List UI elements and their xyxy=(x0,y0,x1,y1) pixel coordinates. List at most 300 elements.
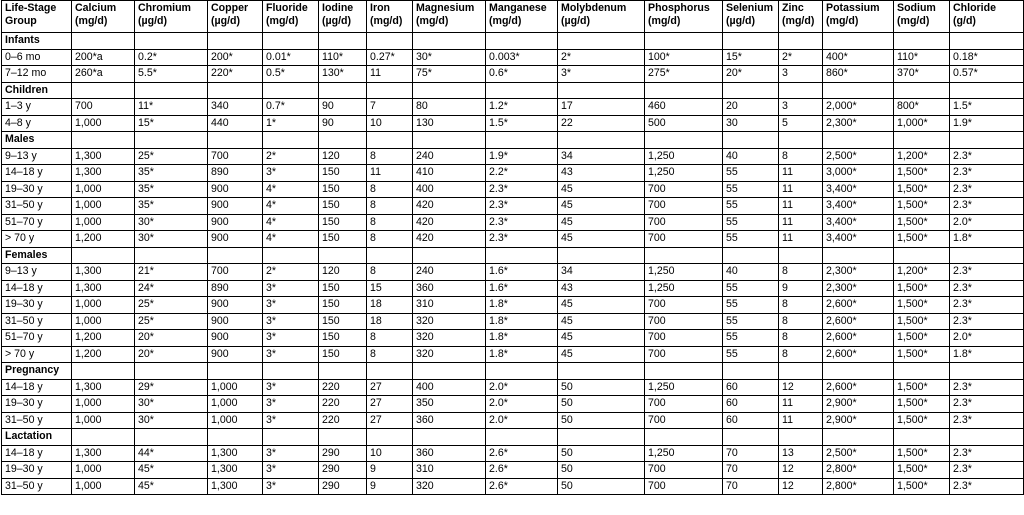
group-label: Females xyxy=(2,247,72,264)
value-cell: 1.8* xyxy=(486,313,558,330)
value-cell: 1,500* xyxy=(894,379,950,396)
value-cell: 460 xyxy=(645,99,723,116)
value-cell: 220 xyxy=(319,412,367,429)
value-cell: 1.6* xyxy=(486,264,558,281)
value-cell: 43 xyxy=(558,280,645,297)
value-cell: 55 xyxy=(723,346,779,363)
value-cell: 1,300 xyxy=(208,478,263,495)
table-row xyxy=(2,330,1024,347)
value-cell: 50 xyxy=(558,445,645,462)
life-stage-cell: 19–30 y xyxy=(2,462,72,479)
value-cell: 700 xyxy=(645,346,723,363)
empty-cell xyxy=(723,247,779,264)
empty-cell xyxy=(486,132,558,149)
column-header-line: (mg/d) xyxy=(826,15,859,27)
table-row xyxy=(2,297,1024,314)
value-cell: 500 xyxy=(645,115,723,132)
empty-cell xyxy=(413,33,486,50)
value-cell: 1,000 xyxy=(208,396,263,413)
empty-cell xyxy=(558,82,645,99)
value-cell: 900 xyxy=(208,214,263,231)
value-cell: 2.3* xyxy=(950,396,1024,413)
empty-cell xyxy=(263,132,319,149)
column-header-line: (mg/d) xyxy=(782,15,815,27)
empty-cell xyxy=(823,82,894,99)
value-cell: 55 xyxy=(723,297,779,314)
value-cell: 75* xyxy=(413,66,486,83)
value-cell: 8 xyxy=(779,148,823,165)
value-cell: 700 xyxy=(645,313,723,330)
value-cell: 70 xyxy=(723,478,779,495)
value-cell: 11* xyxy=(135,99,208,116)
empty-cell xyxy=(208,132,263,149)
value-cell: 1,500* xyxy=(894,214,950,231)
value-cell: 1,000 xyxy=(72,297,135,314)
column-header-line: Potassium xyxy=(826,2,880,14)
empty-cell xyxy=(413,429,486,446)
value-cell: 34 xyxy=(558,264,645,281)
value-cell: 1,250 xyxy=(645,379,723,396)
empty-cell xyxy=(208,429,263,446)
value-cell: 8 xyxy=(367,264,413,281)
value-cell: 8 xyxy=(367,148,413,165)
life-stage-cell: 1–3 y xyxy=(2,99,72,116)
value-cell: 2,800* xyxy=(823,462,894,479)
value-cell: 1,500* xyxy=(894,313,950,330)
value-cell: 310 xyxy=(413,462,486,479)
value-cell: 27 xyxy=(367,396,413,413)
column-header xyxy=(486,1,558,33)
value-cell: 1,300 xyxy=(72,445,135,462)
value-cell: 3* xyxy=(263,165,319,182)
value-cell: 2.3* xyxy=(950,264,1024,281)
value-cell: 700 xyxy=(72,99,135,116)
life-stage-cell: 19–30 y xyxy=(2,396,72,413)
empty-cell xyxy=(723,33,779,50)
empty-cell xyxy=(319,33,367,50)
value-cell: 55 xyxy=(723,330,779,347)
value-cell: 3* xyxy=(558,66,645,83)
value-cell: 1,000 xyxy=(72,313,135,330)
value-cell: 12 xyxy=(779,478,823,495)
empty-cell xyxy=(135,363,208,380)
value-cell: 45 xyxy=(558,313,645,330)
value-cell: 3,400* xyxy=(823,214,894,231)
value-cell: 2.6* xyxy=(486,462,558,479)
value-cell: 240 xyxy=(413,264,486,281)
value-cell: 2.3* xyxy=(950,297,1024,314)
value-cell: 1,000 xyxy=(72,412,135,429)
empty-cell xyxy=(208,363,263,380)
column-header xyxy=(645,1,723,33)
value-cell: 21* xyxy=(135,264,208,281)
value-cell: 2.3* xyxy=(950,313,1024,330)
value-cell: 2.0* xyxy=(486,379,558,396)
empty-cell xyxy=(367,33,413,50)
value-cell: 8 xyxy=(779,297,823,314)
value-cell: 1,500* xyxy=(894,198,950,215)
table-row xyxy=(2,313,1024,330)
value-cell: 1.8* xyxy=(950,231,1024,248)
value-cell: 2* xyxy=(263,148,319,165)
value-cell: 370* xyxy=(894,66,950,83)
empty-cell xyxy=(367,429,413,446)
empty-cell xyxy=(823,132,894,149)
empty-cell xyxy=(950,247,1024,264)
value-cell: 34 xyxy=(558,148,645,165)
value-cell: 55 xyxy=(723,231,779,248)
value-cell: 410 xyxy=(413,165,486,182)
column-header xyxy=(72,1,135,33)
value-cell: 2,600* xyxy=(823,330,894,347)
value-cell: 2,000* xyxy=(823,99,894,116)
value-cell: 100* xyxy=(645,49,723,66)
value-cell: 220 xyxy=(319,379,367,396)
value-cell: 55 xyxy=(723,165,779,182)
value-cell: 8 xyxy=(367,231,413,248)
value-cell: 3,400* xyxy=(823,231,894,248)
value-cell: 260*a xyxy=(72,66,135,83)
empty-cell xyxy=(72,429,135,446)
value-cell: 11 xyxy=(367,66,413,83)
empty-cell xyxy=(894,33,950,50)
value-cell: 320 xyxy=(413,478,486,495)
value-cell: 12 xyxy=(779,462,823,479)
empty-cell xyxy=(72,33,135,50)
value-cell: 8 xyxy=(367,330,413,347)
value-cell: 12 xyxy=(779,379,823,396)
empty-cell xyxy=(263,33,319,50)
table-row xyxy=(2,396,1024,413)
value-cell: 4* xyxy=(263,198,319,215)
value-cell: 2,500* xyxy=(823,445,894,462)
empty-cell xyxy=(135,429,208,446)
value-cell: 200* xyxy=(208,49,263,66)
value-cell: 400 xyxy=(413,379,486,396)
value-cell: 0.003* xyxy=(486,49,558,66)
column-header-line: Magnesium xyxy=(416,2,475,14)
value-cell: 1,250 xyxy=(645,148,723,165)
value-cell: 30* xyxy=(135,412,208,429)
life-stage-cell: 31–50 y xyxy=(2,198,72,215)
value-cell: 11 xyxy=(779,181,823,198)
table-row xyxy=(2,198,1024,215)
value-cell: 1,500* xyxy=(894,445,950,462)
value-cell: 700 xyxy=(208,148,263,165)
value-cell: 2,900* xyxy=(823,396,894,413)
value-cell: 1,000 xyxy=(72,181,135,198)
value-cell: 700 xyxy=(645,396,723,413)
column-header xyxy=(208,1,263,33)
empty-cell xyxy=(723,363,779,380)
value-cell: 1,000 xyxy=(208,412,263,429)
value-cell: 70 xyxy=(723,445,779,462)
value-cell: 55 xyxy=(723,313,779,330)
value-cell: 40 xyxy=(723,148,779,165)
value-cell: 29* xyxy=(135,379,208,396)
value-cell: 2.0* xyxy=(950,214,1024,231)
empty-cell xyxy=(319,429,367,446)
column-header xyxy=(723,1,779,33)
value-cell: 55 xyxy=(723,280,779,297)
value-cell: 700 xyxy=(645,412,723,429)
empty-cell xyxy=(367,363,413,380)
value-cell: 8 xyxy=(367,346,413,363)
life-stage-cell: 0–6 mo xyxy=(2,49,72,66)
value-cell: 27 xyxy=(367,379,413,396)
empty-cell xyxy=(558,363,645,380)
table-row xyxy=(2,99,1024,116)
value-cell: 1,300 xyxy=(72,379,135,396)
group-label: Males xyxy=(2,132,72,149)
table-row xyxy=(2,445,1024,462)
empty-cell xyxy=(208,33,263,50)
life-stage-cell: 4–8 y xyxy=(2,115,72,132)
value-cell: 55 xyxy=(723,181,779,198)
value-cell: 45 xyxy=(558,181,645,198)
empty-cell xyxy=(645,429,723,446)
value-cell: 17 xyxy=(558,99,645,116)
value-cell: 1,500* xyxy=(894,412,950,429)
value-cell: 275* xyxy=(645,66,723,83)
value-cell: 3* xyxy=(263,313,319,330)
table-row xyxy=(2,264,1024,281)
value-cell: 860* xyxy=(823,66,894,83)
value-cell: 900 xyxy=(208,231,263,248)
value-cell: 2.3* xyxy=(486,198,558,215)
value-cell: 0.7* xyxy=(263,99,319,116)
empty-cell xyxy=(823,363,894,380)
value-cell: 1,000 xyxy=(72,214,135,231)
value-cell: 700 xyxy=(645,231,723,248)
column-header-line: (mg/d) xyxy=(897,15,930,27)
value-cell: 11 xyxy=(779,412,823,429)
value-cell: 1.5* xyxy=(950,99,1024,116)
value-cell: 0.57* xyxy=(950,66,1024,83)
empty-cell xyxy=(558,429,645,446)
value-cell: 2.3* xyxy=(950,165,1024,182)
value-cell: 150 xyxy=(319,165,367,182)
empty-cell xyxy=(72,247,135,264)
value-cell: 1.6* xyxy=(486,280,558,297)
value-cell: 1,000 xyxy=(72,462,135,479)
value-cell: 900 xyxy=(208,313,263,330)
value-cell: 2.2* xyxy=(486,165,558,182)
column-header-line: Chromium xyxy=(138,2,191,14)
value-cell: 2.3* xyxy=(950,445,1024,462)
life-stage-cell: 31–50 y xyxy=(2,313,72,330)
value-cell: 2,600* xyxy=(823,297,894,314)
group-row xyxy=(2,132,1024,149)
empty-cell xyxy=(779,429,823,446)
value-cell: 420 xyxy=(413,214,486,231)
value-cell: 150 xyxy=(319,280,367,297)
empty-cell xyxy=(558,33,645,50)
value-cell: 11 xyxy=(779,396,823,413)
empty-cell xyxy=(558,247,645,264)
value-cell: 45* xyxy=(135,478,208,495)
column-header-line: Molybdenum xyxy=(561,2,627,14)
value-cell: 1,300 xyxy=(208,445,263,462)
value-cell: 30* xyxy=(135,214,208,231)
column-header xyxy=(367,1,413,33)
value-cell: 420 xyxy=(413,198,486,215)
value-cell: 150 xyxy=(319,346,367,363)
value-cell: 10 xyxy=(367,445,413,462)
value-cell: 1,300 xyxy=(72,165,135,182)
value-cell: 2* xyxy=(558,49,645,66)
value-cell: 24* xyxy=(135,280,208,297)
value-cell: 2.3* xyxy=(486,231,558,248)
value-cell: 9 xyxy=(367,478,413,495)
column-header-line: Zinc xyxy=(782,2,804,14)
value-cell: 40 xyxy=(723,264,779,281)
column-header-line: (mg/d) xyxy=(370,15,403,27)
value-cell: 1.9* xyxy=(950,115,1024,132)
value-cell: 400 xyxy=(413,181,486,198)
empty-cell xyxy=(823,247,894,264)
value-cell: 11 xyxy=(779,165,823,182)
column-header xyxy=(950,1,1024,33)
value-cell: 1.9* xyxy=(486,148,558,165)
value-cell: 290 xyxy=(319,445,367,462)
value-cell: 320 xyxy=(413,346,486,363)
value-cell: 11 xyxy=(779,214,823,231)
value-cell: 1.8* xyxy=(950,346,1024,363)
value-cell: 2.0* xyxy=(486,396,558,413)
value-cell: 340 xyxy=(208,99,263,116)
table-row xyxy=(2,280,1024,297)
value-cell: 8 xyxy=(779,264,823,281)
value-cell: 8 xyxy=(779,346,823,363)
value-cell: 80 xyxy=(413,99,486,116)
value-cell: 2.3* xyxy=(950,478,1024,495)
value-cell: 2.3* xyxy=(950,379,1024,396)
value-cell: 8 xyxy=(779,313,823,330)
empty-cell xyxy=(950,429,1024,446)
value-cell: 800* xyxy=(894,99,950,116)
value-cell: 1,500* xyxy=(894,231,950,248)
life-stage-cell: 19–30 y xyxy=(2,297,72,314)
column-header-line: Calcium xyxy=(75,2,117,14)
value-cell: 35* xyxy=(135,198,208,215)
column-header-line: (mg/d) xyxy=(648,15,681,27)
life-stage-cell: 9–13 y xyxy=(2,148,72,165)
empty-cell xyxy=(413,132,486,149)
life-stage-cell: 14–18 y xyxy=(2,379,72,396)
value-cell: 2,600* xyxy=(823,346,894,363)
empty-cell xyxy=(950,33,1024,50)
value-cell: 3* xyxy=(263,478,319,495)
value-cell: 350 xyxy=(413,396,486,413)
empty-cell xyxy=(135,247,208,264)
value-cell: 3* xyxy=(263,412,319,429)
empty-cell xyxy=(413,363,486,380)
empty-cell xyxy=(645,33,723,50)
value-cell: 2,900* xyxy=(823,412,894,429)
value-cell: 8 xyxy=(367,181,413,198)
value-cell: 110* xyxy=(894,49,950,66)
empty-cell xyxy=(950,363,1024,380)
value-cell: 2.3* xyxy=(950,198,1024,215)
empty-cell xyxy=(135,132,208,149)
value-cell: 1,000 xyxy=(208,379,263,396)
value-cell: 1.8* xyxy=(486,297,558,314)
value-cell: 55 xyxy=(723,198,779,215)
value-cell: 50 xyxy=(558,396,645,413)
value-cell: 1,500* xyxy=(894,165,950,182)
value-cell: 200*a xyxy=(72,49,135,66)
value-cell: 60 xyxy=(723,396,779,413)
value-cell: 700 xyxy=(645,297,723,314)
table-row xyxy=(2,412,1024,429)
value-cell: 3,400* xyxy=(823,181,894,198)
value-cell: 0.27* xyxy=(367,49,413,66)
table-row xyxy=(2,49,1024,66)
group-row xyxy=(2,363,1024,380)
column-header-line: (µg/d) xyxy=(322,15,352,27)
value-cell: 2,300* xyxy=(823,264,894,281)
column-header xyxy=(413,1,486,33)
column-header-line: (µg/d) xyxy=(726,15,756,27)
empty-cell xyxy=(645,82,723,99)
empty-cell xyxy=(208,247,263,264)
value-cell: 1,200 xyxy=(72,231,135,248)
value-cell: 25* xyxy=(135,297,208,314)
value-cell: 3* xyxy=(263,445,319,462)
value-cell: 0.01* xyxy=(263,49,319,66)
value-cell: 1,500* xyxy=(894,330,950,347)
column-header xyxy=(263,1,319,33)
value-cell: 1,200* xyxy=(894,148,950,165)
table-row xyxy=(2,115,1024,132)
table-header-row xyxy=(2,1,1024,33)
table-row xyxy=(2,66,1024,83)
value-cell: 3* xyxy=(263,297,319,314)
value-cell: 360 xyxy=(413,445,486,462)
value-cell: 700 xyxy=(645,462,723,479)
group-label: Children xyxy=(2,82,72,99)
value-cell: 320 xyxy=(413,330,486,347)
value-cell: 45 xyxy=(558,231,645,248)
empty-cell xyxy=(950,132,1024,149)
group-label: Pregnancy xyxy=(2,363,72,380)
value-cell: 1,250 xyxy=(645,264,723,281)
life-stage-cell: 7–12 mo xyxy=(2,66,72,83)
column-header-line: Copper xyxy=(211,2,249,14)
value-cell: 11 xyxy=(367,165,413,182)
value-cell: 220 xyxy=(319,396,367,413)
value-cell: 3* xyxy=(263,379,319,396)
value-cell: 420 xyxy=(413,231,486,248)
empty-cell xyxy=(413,247,486,264)
empty-cell xyxy=(894,363,950,380)
table-row xyxy=(2,462,1024,479)
value-cell: 1,500* xyxy=(894,396,950,413)
life-stage-cell: > 70 y xyxy=(2,231,72,248)
value-cell: 3,400* xyxy=(823,198,894,215)
value-cell: 45 xyxy=(558,214,645,231)
value-cell: 0.5* xyxy=(263,66,319,83)
value-cell: 360 xyxy=(413,280,486,297)
value-cell: 4* xyxy=(263,181,319,198)
table-row xyxy=(2,231,1024,248)
value-cell: 1.2* xyxy=(486,99,558,116)
column-header-line: (mg/d) xyxy=(489,15,522,27)
value-cell: 5 xyxy=(779,115,823,132)
empty-cell xyxy=(367,247,413,264)
value-cell: 130* xyxy=(319,66,367,83)
